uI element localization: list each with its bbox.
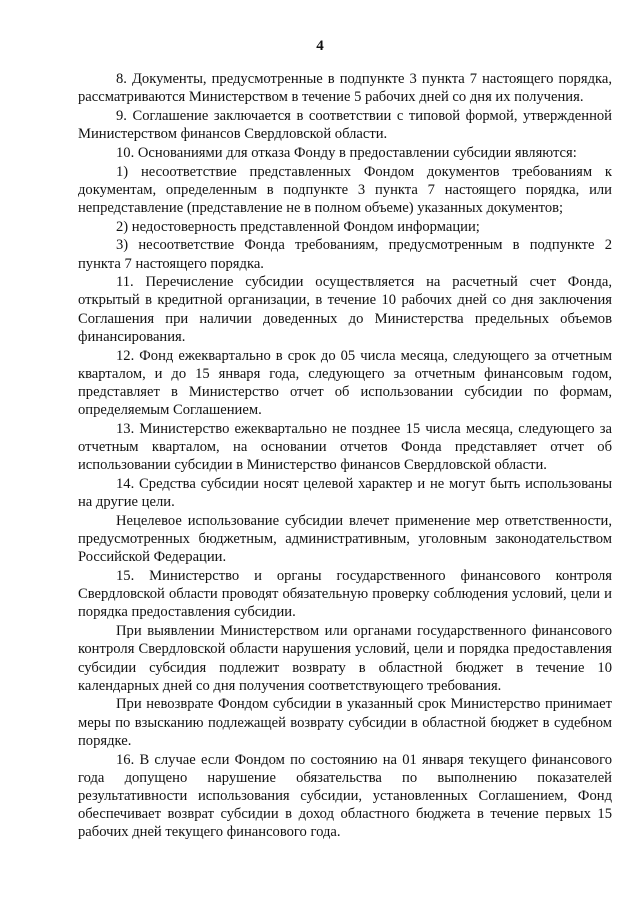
paragraph-15-violation: При выявлении Министерством или органами государственного финансового контроля Свердловской области нарушения условий, цели и порядка предоставления субсидии субсидия подлежит возврату в областной бюджет в течение 10 календарных дней со дня получения соответствующего требования. [78, 623, 612, 694]
paragraph-10-item-1: 1) несоответствие представленных Фондом документов требованиям к документам, определенным в подпункте 3 пункта 7 настоящего порядка, или непредставление (представление не в полном объеме) указанных документов; [78, 163, 612, 216]
paragraph-16: 16. В случае если Фондом по состоянию на 01 января текущего финансового года допущено нарушение обязательства по выполнению показателей результативности использования субсидии, установленных Соглашением, Фонд обеспечивает возврат субсидии в доход областного бюджета в течение первых 15 рабочих дней текущего финансового года. [78, 751, 612, 841]
paragraph-10-item-2: 2) недостоверность представленной Фондом информации; [116, 218, 480, 235]
paragraph-10-item-3: 3) несоответствие Фонда требованиям, предусмотренным в подпункте 2 пункта 7 настоящего порядка. [78, 237, 612, 272]
paragraph-14: 14. Средства субсидии носят целевой характер и не могут быть использованы на другие цели. [78, 475, 612, 511]
paragraph-15-non-return: При невозврате Фондом субсидии в указанный срок Министерство принимает меры по взысканию подлежащей возврату субсидии в областной бюджет в судебном порядке. [78, 696, 612, 749]
paragraph-13: 13. Министерство ежеквартально не позднее 15 числа месяца, следующего за отчетным кварталом, на основании отчетов Фонда представляет отчет об использовании субсидии в Министерство финансов Свердловской области. [78, 420, 612, 474]
paragraph-9: 9. Соглашение заключается в соответствии с типовой формой, утвержденной Министерством финансов Свердловской области. [78, 107, 612, 143]
paragraph-15: 15. Министерство и органы государственного финансового контроля Свердловской области проводят обязательную проверку соблюдения условий, цели и порядка предоставления субсидии. [78, 567, 612, 621]
page-number: 4 [316, 38, 324, 54]
document-body [78, 70, 612, 842]
paragraph-14-misuse: Нецелевое использование субсидии влечет применение мер ответственности, предусмотренных бюджетным, административным, уголовным законодательством Российской Федерации. [78, 512, 612, 566]
paragraph-11: 11. Перечисление субсидии осуществляется на расчетный счет Фонда, открытый в кредитной организации, в течение 10 рабочих дней со дня заключения Соглашения при наличии доведенных до Министерства предельных объемов финансирования. [78, 274, 612, 345]
paragraph-10: 10. Основаниями для отказа Фонду в предоставлении субсидии являются: [116, 144, 577, 161]
paragraph-8: 8. Документы, предусмотренные в подпункте 3 пункта 7 настоящего порядка, рассматриваются Министерством в течение 5 рабочих дней со дня их получения. [78, 71, 612, 106]
paragraph-12: 12. Фонд ежеквартально в срок до 05 числа месяца, следующего за отчетным кварталом, и до 15 января года, следующего за отчетным финансовым годом, представляет в Министерство отчет об использовании субсидии по формам, определяемым Соглашением. [78, 347, 612, 419]
